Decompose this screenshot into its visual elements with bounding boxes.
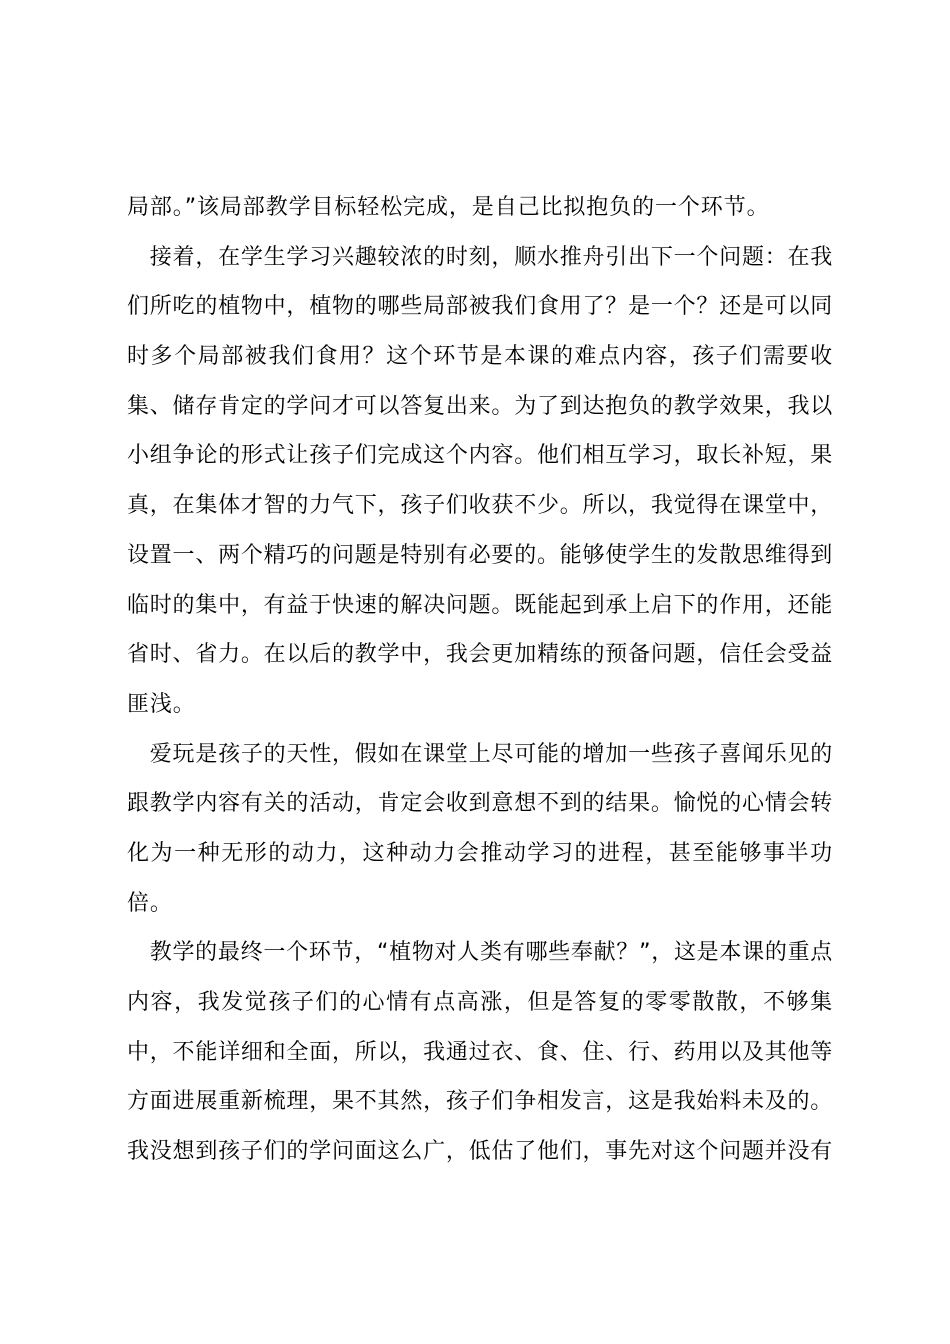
text-line: 内容，我发觉孩子们的心情有点高涨，但是答复的零零散散，不够集 — [127, 990, 833, 1015]
text-line: 局部。”该局部教学目标轻松完成，是自己比拟抱负的一个环节。 — [127, 195, 770, 220]
text-line: 省时、省力。在以后的教学中，我会更加精练的预备问题，信任会受益 — [127, 642, 833, 668]
text-line: 们所吃的植物中，植物的哪些局部被我们食用了？是一个？还是可以同 — [127, 294, 833, 320]
body-text — [127, 183, 833, 1177]
text-line: 化为一种无形的动力，这种动力会推动学习的进程，甚至能够事半功 — [127, 840, 833, 866]
text-line: 时多个局部被我们食用？这个环节是本课的难点内容，孩子们需要收 — [127, 344, 833, 370]
text-line: 爱玩是孩子的天性，假如在课堂上尽可能的增加一些孩子喜闻乐见的 — [127, 741, 833, 767]
text-line: 真，在集体才智的力气下，孩子们收获不少。所以，我觉得在课堂中， — [127, 493, 833, 519]
text-line: 集、储存肯定的学问才可以答复出来。为了到达抱负的教学效果，我以 — [127, 393, 833, 419]
text-line: 接着，在学生学习兴趣较浓的时刻，顺水推舟引出下一个问题：在我 — [127, 244, 833, 270]
text-line: 匪浅。 — [127, 691, 196, 717]
text-line: 我没想到孩子们的学问面这么广，低估了他们，事先对这个问题并没有 — [127, 1139, 833, 1165]
text-line: 跟教学内容有关的活动，肯定会收到意想不到的结果。愉悦的心情会转 — [127, 791, 833, 817]
text-line: 方面进展重新梳理，果不其然，孩子们争相发言，这是我始料未及的。 — [127, 1089, 833, 1115]
text-line: 倍。 — [127, 890, 173, 916]
text-line: 小组争论的形式让孩子们完成这个内容。他们相互学习，取长补短，果 — [127, 443, 833, 469]
text-line: 教学的最终一个环节，“植物对人类有哪些奉献？”，这是本课的重点 — [127, 940, 833, 966]
text-line: 设置一、两个精巧的问题是特别有必要的。能够使学生的发散思维得到 — [127, 542, 833, 568]
text-line: 临时的集中，有益于快速的解决问题。既能起到承上启下的作用，还能 — [127, 592, 833, 618]
text-line: 中，不能详细和全面，所以，我通过衣、食、住、行、药用以及其他等 — [127, 1039, 833, 1065]
